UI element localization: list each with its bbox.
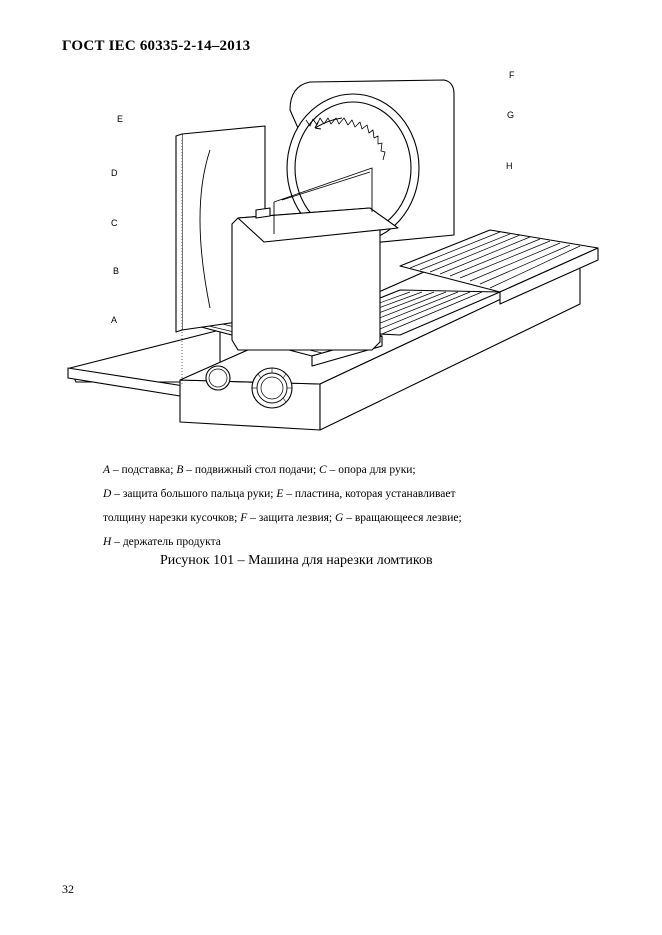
callout-c: C [111, 218, 118, 228]
legend-key-b: B [176, 464, 184, 476]
legend-key-g: G [335, 512, 344, 524]
hand-rest-notch [256, 208, 270, 218]
callout-h: H [506, 161, 513, 171]
legend-text-h: – держатель продукта [111, 536, 221, 548]
callout-g: G [507, 110, 515, 120]
legend-line-1 [103, 458, 573, 482]
figure-legend [103, 458, 573, 554]
slicer-drawing [60, 60, 600, 450]
legend-text-c: – опора для руки; [326, 464, 416, 476]
legend-text-a: – подставка; [110, 464, 177, 476]
document-header: ГОСТ IEC 60335-2-14–2013 [62, 38, 251, 54]
legend-key-h: H [103, 536, 112, 548]
legend-key-f: F [240, 512, 248, 524]
legend-key-e: E [276, 488, 284, 500]
legend-line-3 [103, 506, 573, 530]
legend-line-4 [103, 530, 573, 554]
legend-key-a: A [103, 464, 111, 476]
small-knob [206, 366, 230, 390]
callout-b: B [113, 266, 120, 276]
legend-key-d: D [103, 488, 112, 500]
legend-text-g: – вращающееся лезвие; [343, 512, 462, 524]
slicer-figure [60, 60, 600, 450]
legend-key-c: C [319, 464, 327, 476]
legend-text-e-cont: толщину нарезки кусочков; [103, 512, 241, 524]
callout-f: F [509, 70, 515, 80]
legend-text-d: – защита большого пальца руки; [111, 488, 277, 500]
legend-text-f: – защита лезвия; [247, 512, 335, 524]
body-front [180, 380, 320, 430]
page-number: 32 [62, 882, 74, 896]
legend-text-e: – пластина, которая устанавливает [283, 488, 456, 500]
callout-e: E [117, 114, 124, 124]
thumb-guard-edge [176, 134, 182, 332]
figure-title: Рисунок 101 – Машина для нарезки ломтиков [160, 553, 433, 568]
legend-line-2 [103, 482, 573, 506]
callout-d: D [111, 168, 118, 178]
callout-a: A [111, 315, 118, 325]
legend-text-b: – подвижный стол подачи; [183, 464, 320, 476]
